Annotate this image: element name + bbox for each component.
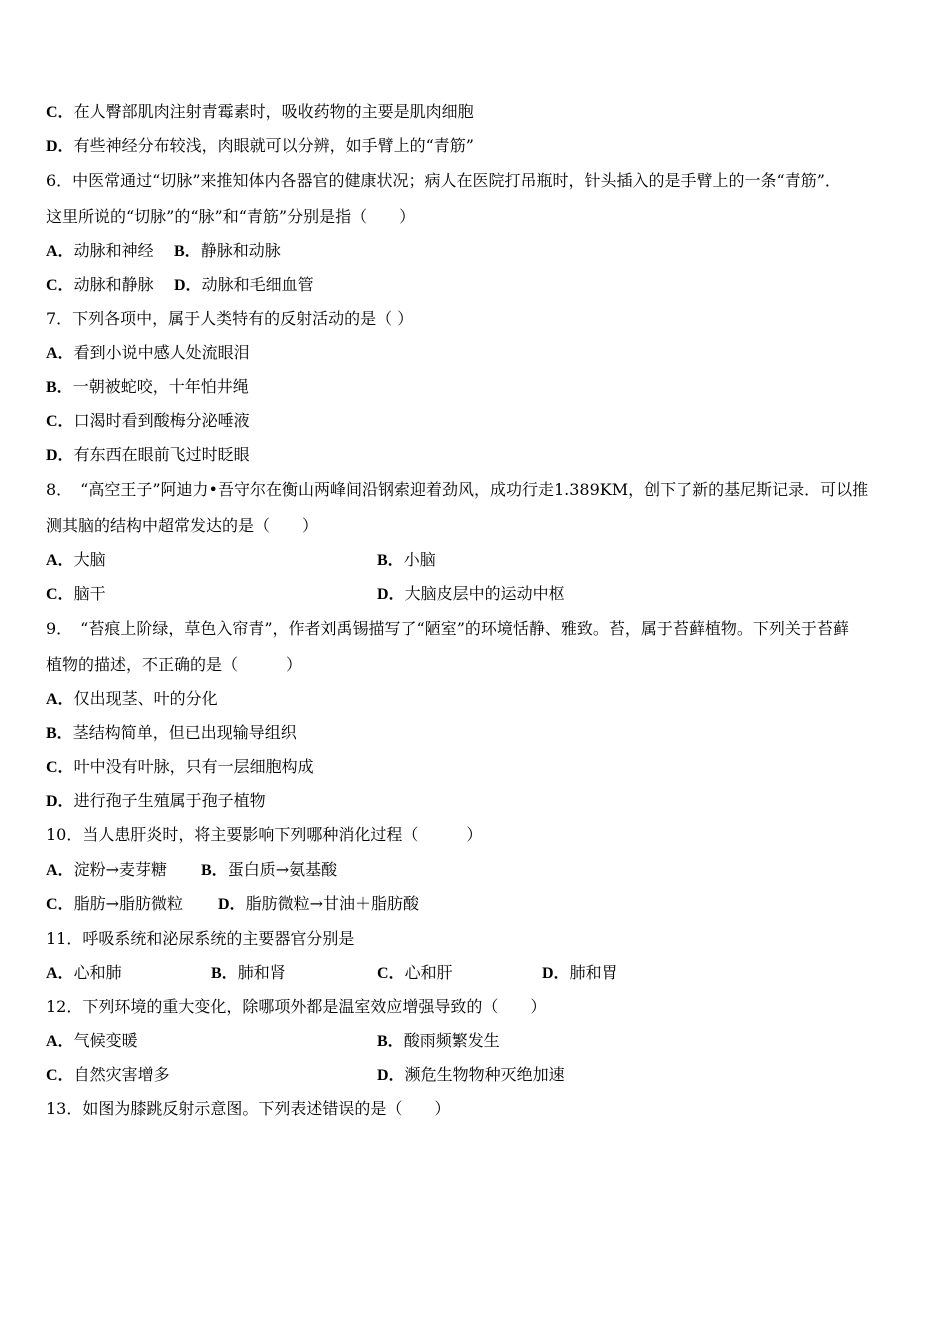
option-label: C． — [46, 896, 74, 913]
q9-option-d — [46, 791, 266, 812]
q6-options-cd — [46, 275, 314, 296]
option-text: 气候变暖 — [73, 1031, 138, 1050]
option-text: 心和肺 — [73, 963, 122, 982]
q11-option-c — [377, 963, 453, 984]
q7-option-d — [46, 445, 250, 466]
option-text: 一朝被蛇咬，十年怕井绳 — [72, 377, 249, 396]
q12-option-d — [377, 1065, 565, 1086]
option-label: D． — [218, 896, 246, 913]
option-text: 看到小说中感人处流眼泪 — [73, 343, 250, 362]
option-label: C． — [46, 277, 74, 294]
option-text: 茎结构简单，但已出现输导组织 — [72, 723, 297, 742]
q12-options-ab — [46, 1031, 500, 1052]
q9-option-a — [46, 689, 218, 710]
option-label: D． — [377, 586, 405, 603]
option-text: 脂肪→脂肪微粒 — [73, 894, 183, 913]
option-label: A． — [46, 965, 74, 982]
q8-options-cd — [46, 584, 565, 605]
q5-option-d — [46, 136, 474, 157]
option-label: A． — [46, 1033, 74, 1050]
option-text: 动脉和神经 — [73, 241, 154, 260]
q6-stem-line-2: 这里所说的“切脉”的“脉”和“青筋”分别是指（ ） — [46, 207, 416, 226]
option-text: 动脉和毛细血管 — [201, 275, 314, 294]
option-label: A． — [46, 552, 74, 569]
q10-stem: 10．当人患肝炎时，将主要影响下列哪种消化过程（ ） — [46, 825, 483, 844]
option-text: 脂肪微粒→甘油＋脂肪酸 — [245, 894, 419, 913]
q7-option-b — [46, 377, 249, 398]
q11-option-d — [542, 963, 618, 984]
q13-stem: 13．如图为膝跳反射示意图。下列表述错误的是（ ） — [46, 1099, 451, 1118]
q8-stem-line-1: 8． “高空王子”阿迪力•吾守尔在衡山两峰间沿钢索迎着劲风，成功行走1.389KM，创下了新的基尼斯记录．可以推 — [46, 480, 869, 499]
option-label: D． — [46, 138, 74, 155]
q6-options-ab — [46, 241, 281, 262]
q8-option-b — [377, 550, 436, 571]
option-label: B． — [211, 965, 238, 982]
q11-option-b — [211, 963, 286, 984]
q12-stem: 12．下列环境的重大变化，除哪项外都是温室效应增强导致的（ ） — [46, 997, 547, 1016]
option-label: C． — [46, 586, 74, 603]
q8-options-ab — [46, 550, 436, 571]
option-text: 脑干 — [73, 584, 106, 603]
option-label: B． — [377, 1033, 404, 1050]
option-text: 自然灾害增多 — [73, 1065, 170, 1084]
q9-option-b — [46, 723, 297, 744]
option-text: 肺和胃 — [569, 963, 618, 982]
option-text: 濒危生物物种灭绝加速 — [404, 1065, 565, 1084]
q10-option-b — [201, 860, 337, 881]
option-label: C． — [46, 104, 74, 121]
q10-option-d — [218, 894, 419, 915]
option-text: 有些神经分布较浅，肉眼就可以分辨，如手臂上的“青筋” — [73, 136, 474, 155]
q9-stem-line-2: 植物的描述，不正确的是（ ） — [46, 655, 303, 674]
q12-option-b — [377, 1031, 500, 1052]
option-text: 有东西在眼前飞过时眨眼 — [73, 445, 250, 464]
option-text: 肺和肾 — [237, 963, 286, 982]
q12-options-cd — [46, 1065, 565, 1086]
q10-options-cd — [46, 894, 419, 915]
q11-options — [46, 963, 618, 984]
option-label: C． — [46, 413, 74, 430]
q5-option-c — [46, 102, 474, 123]
option-label: C． — [46, 1067, 74, 1084]
option-text: 动脉和静脉 — [73, 275, 154, 294]
option-label: D． — [377, 1067, 405, 1084]
option-label: D． — [46, 447, 74, 464]
q6-stem-line-1: 6．中医常通过“切脉”来推知体内各器官的健康状况；病人在医院打吊瓶时，针头插入的是手臂上的一条“青筋”． — [46, 171, 841, 190]
option-text: 口渴时看到酸梅分泌唾液 — [73, 411, 250, 430]
q11-stem: 11．呼吸系统和泌尿系统的主要器官分别是 — [46, 929, 355, 948]
option-label: C． — [46, 759, 74, 776]
option-label: A． — [46, 862, 74, 879]
option-label: B． — [377, 552, 404, 569]
option-text: 心和肝 — [404, 963, 453, 982]
q9-stem-line-1: 9． “苔痕上阶绿，草色入帘青”，作者刘禹锡描写了“陋室”的环境恬静、雅致。苔，属于苔藓植物。下列关于苔藓 — [46, 619, 849, 638]
option-label: B． — [46, 725, 73, 742]
q6-option-b — [174, 241, 281, 262]
option-text: 酸雨频繁发生 — [403, 1031, 500, 1050]
option-text: 在人臀部肌肉注射青霉素时，吸收药物的主要是肌肉细胞 — [73, 102, 474, 121]
option-text: 仅出现茎、叶的分化 — [73, 689, 218, 708]
option-label: A． — [46, 691, 74, 708]
option-label: A． — [46, 345, 74, 362]
option-text: 叶中没有叶脉，只有一层细胞构成 — [73, 757, 314, 776]
option-text: 静脉和动脉 — [200, 241, 281, 260]
q6-option-d — [174, 275, 314, 296]
option-text: 蛋白质→氨基酸 — [227, 860, 338, 879]
option-label: B． — [201, 862, 228, 879]
q7-option-c — [46, 411, 250, 432]
q8-option-d — [377, 584, 565, 605]
q10-options-ab — [46, 860, 338, 881]
option-label: D． — [542, 965, 570, 982]
option-label: D． — [46, 793, 74, 810]
option-label: A． — [46, 243, 74, 260]
option-text: 进行孢子生殖属于孢子植物 — [73, 791, 266, 810]
q7-stem: 7．下列各项中，属于人类特有的反射活动的是（ ） — [46, 309, 414, 328]
q7-option-a — [46, 343, 250, 364]
option-text: 大脑 — [73, 550, 106, 569]
option-text: 大脑皮层中的运动中枢 — [404, 584, 565, 603]
option-text: 淀粉→麦芽糖 — [73, 860, 167, 879]
option-text: 小脑 — [403, 550, 436, 569]
option-label: B． — [174, 243, 201, 260]
option-label: B． — [46, 379, 73, 396]
option-label: D． — [174, 277, 202, 294]
q8-stem-line-2: 测其脑的结构中超常发达的是（ ） — [46, 516, 319, 535]
q9-option-c — [46, 757, 314, 778]
option-label: C． — [377, 965, 405, 982]
